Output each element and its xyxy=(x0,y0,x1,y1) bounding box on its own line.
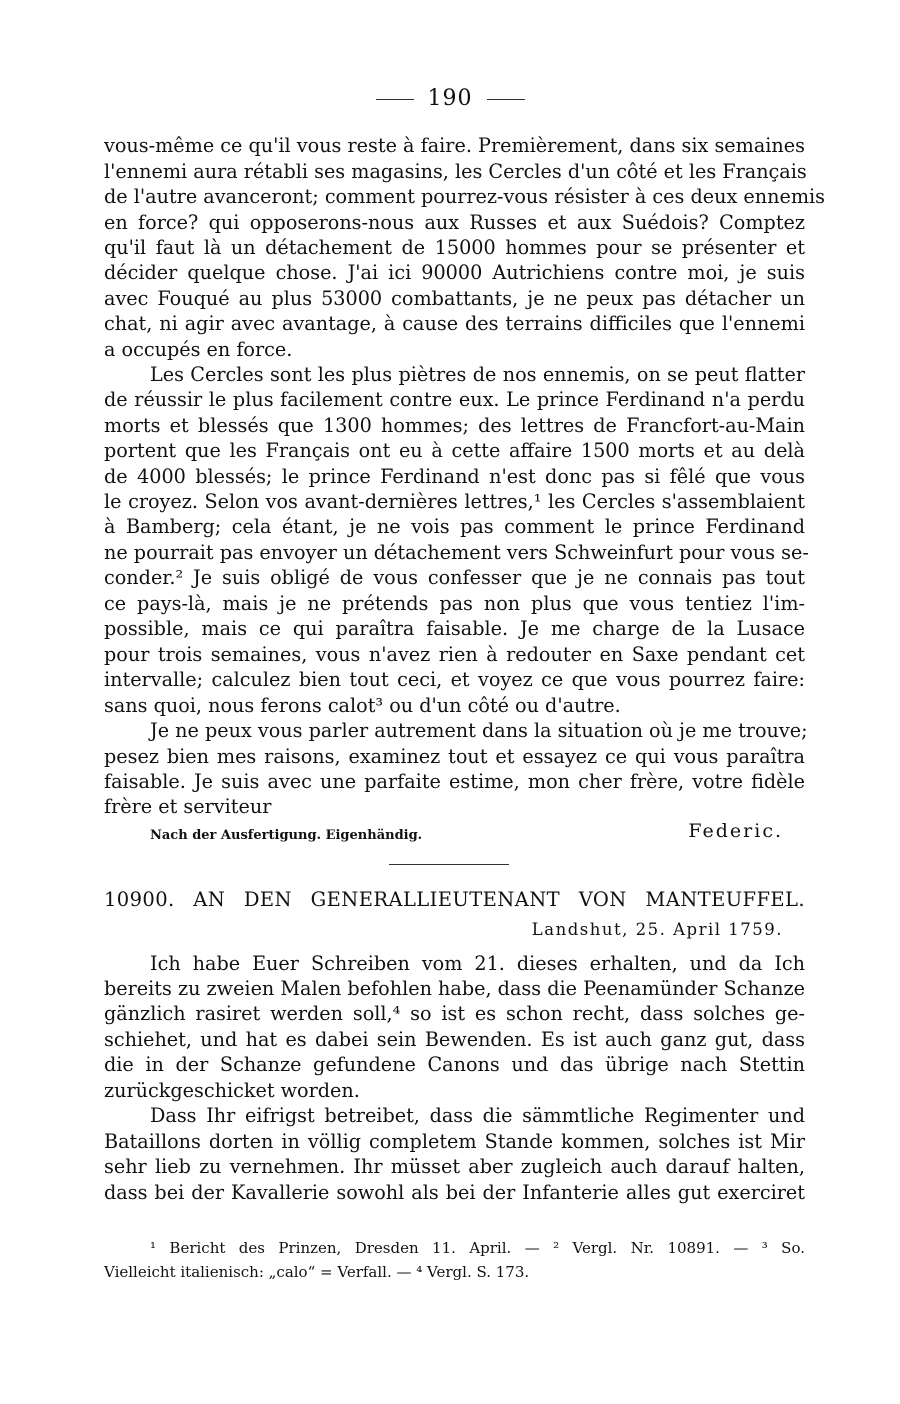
source-note: Nach der Ausfertigung. Eigenhändig. xyxy=(150,828,423,843)
text-line: Ich habe Euer Schreiben vom 21. dieses erhalten, und da Ich xyxy=(150,952,805,975)
text-line: sans quoi, nous ferons calot³ ou d'un côté ou d'autre. xyxy=(104,694,621,717)
text-line: de l'autre avanceront; comment pourrez-vous résister à ces deux ennemis xyxy=(104,185,826,208)
text-line: de 4000 blessés; le prince Ferdinand n'est donc pas si fêlé que vous xyxy=(104,465,805,488)
text-line: Je ne peux vous parler autrement dans la situation où je me trouve; xyxy=(150,719,808,742)
text-line: schiehet, und hat es dabei sein Bewenden. Es ist auch ganz gut, dass xyxy=(104,1028,805,1051)
letter-2-heading: 10900. AN DEN GENERALLIEUTENANT VON MANTEUFFEL. xyxy=(104,888,805,911)
text-line: à Bamberg; cela étant, je ne vois pas comment le prince Ferdinand xyxy=(104,515,805,538)
text-line: ne pourrait pas envoyer un détachement vers Schweinfurt pour vous se- xyxy=(104,541,809,564)
text-line: portent que les Français ont eu à cette affaire 1500 morts et au delà xyxy=(104,439,805,462)
footnote-line: ¹ Bericht des Prinzen, Dresden 11. April. — ² Vergl. Nr. 10891. — ³ So. xyxy=(150,1239,805,1257)
signature: Federic. xyxy=(688,820,783,842)
text-line: bereits zu zweien Malen befohlen habe, dass die Peenamünder Schanze xyxy=(104,977,805,1000)
text-line: chat, ni agir avec avantage, à cause des terrains difficiles que l'ennemi xyxy=(104,312,805,335)
text-line: Les Cercles sont les plus piètres de nos ennemis, on se peut flatter xyxy=(150,363,805,386)
text-line: sehr lieb zu vernehmen. Ihr müsset aber zugleich auch darauf halten, xyxy=(104,1155,805,1178)
text-line: décider quelque chose. J'ai ici 90000 Autrichiens contre moi, je suis xyxy=(104,261,805,284)
header-dash-right xyxy=(487,99,525,100)
text-line: dass bei der Kavallerie sowohl als bei der Infanterie alles gut exerciret xyxy=(104,1181,805,1204)
text-line: Dass Ihr eifrigst betreibet, dass die sämmtliche Regimenter und xyxy=(150,1104,805,1127)
text-line: a occupés en force. xyxy=(104,338,293,361)
text-line: avec Fouqué au plus 53000 combattants, je ne peux pas détacher un xyxy=(104,287,805,310)
text-line: l'ennemi aura rétabli ses magasins, les Cercles d'un côté et les Français xyxy=(104,160,807,183)
page-number: 190 xyxy=(427,86,473,111)
letter-2-place-date: Landshut, 25. April 1759. xyxy=(531,920,783,939)
text-line: en force? qui opposerons-nous aux Russes et aux Suédois? Comptez xyxy=(104,211,805,234)
text-line: faisable. Je suis avec une parfaite estime, mon cher frère, votre fidèle xyxy=(104,770,805,793)
text-line: de réussir le plus facilement contre eux. Le prince Ferdinand n'a perdu xyxy=(104,388,805,411)
section-divider xyxy=(389,864,509,865)
text-line: qu'il faut là un détachement de 15000 hommes pour se présenter et xyxy=(104,236,805,259)
text-line: gänzlich rasiret werden soll,⁴ so ist es schon recht, dass solches ge- xyxy=(104,1002,805,1025)
text-line: le croyez. Selon vos avant-dernières lettres,¹ les Cercles s'assemblaient xyxy=(104,490,805,513)
text-line: morts et blessés que 1300 hommes; des lettres de Francfort-au-Main xyxy=(104,414,805,437)
page-header xyxy=(0,86,900,111)
text-line: possible, mais ce qui paraîtra faisable. Je me charge de la Lusace xyxy=(104,617,805,640)
text-line: frère et serviteur xyxy=(104,795,272,818)
text-line: intervalle; calculez bien tout ceci, et voyez ce que vous pourrez faire: xyxy=(104,668,805,691)
text-line: pesez bien mes raisons, examinez tout et essayez ce qui vous paraîtra xyxy=(104,745,805,768)
text-line: zurückgeschicket worden. xyxy=(104,1079,360,1102)
text-line: conder.² Je suis obligé de vous confesser que je ne connais pas tout xyxy=(104,566,805,589)
text-line: vous-même ce qu'il vous reste à faire. Premièrement, dans six semaines xyxy=(104,134,805,157)
text-line: ce pays-là, mais je ne prétends pas non plus que vous tentiez l'im- xyxy=(104,592,805,615)
header-dash-left xyxy=(376,99,414,100)
text-line: pour trois semaines, vous n'avez rien à redouter en Saxe pendant cet xyxy=(104,643,805,666)
text-line: die in der Schanze gefundene Canons und das übrige nach Stettin xyxy=(104,1053,805,1076)
footnote-line: Vielleicht italienisch: „calo“ = Verfall. — ⁴ Vergl. S. 173. xyxy=(104,1263,530,1281)
text-line: Bataillons dorten in völlig completem Stande kommen, solches ist Mir xyxy=(104,1130,805,1153)
